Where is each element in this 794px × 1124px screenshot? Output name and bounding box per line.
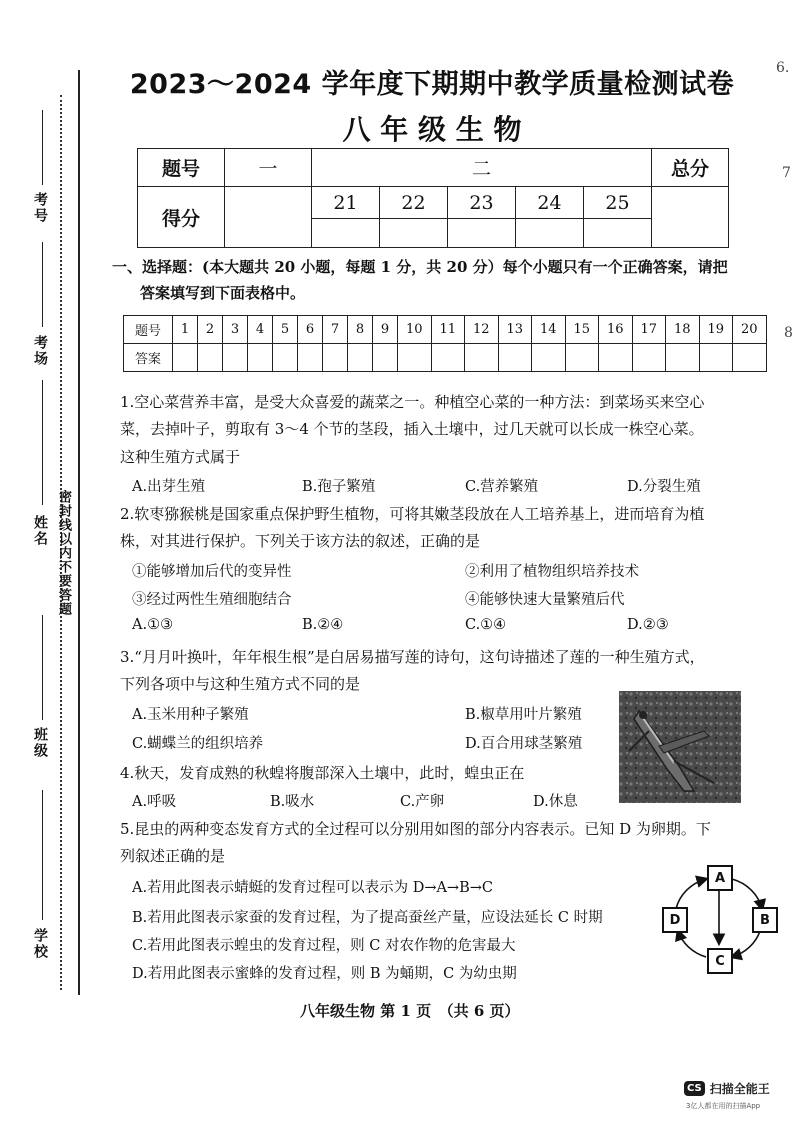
exam-no-blank (42, 110, 43, 185)
scanner-watermark (684, 1080, 770, 1097)
score-table-header-part1: 一 (225, 149, 312, 187)
answer-table-number: 7 (323, 316, 348, 344)
score-table-header-total: 总分 (652, 149, 729, 187)
question-1-line2: 菜，去掉叶子，剪取有 3～4 个节的茎段，插入土壤中，过几天就可以长成一株空心菜。 (120, 420, 704, 438)
score-table-header-part2: 二 (312, 149, 652, 187)
grasshopper-photo (619, 691, 741, 803)
answer-cell[interactable] (273, 344, 298, 372)
answer-table-number: 11 (431, 316, 465, 344)
answer-cell[interactable] (532, 344, 566, 372)
q1-option-d[interactable]: D.分裂生殖 (627, 479, 701, 495)
class-blank (42, 615, 43, 720)
exam-title: 2023～2024 学年度下期期中教学质量检测试卷 (129, 69, 735, 100)
answer-cell[interactable] (398, 344, 432, 372)
answer-cell[interactable] (431, 344, 465, 372)
score-cell-24[interactable] (516, 219, 584, 248)
school-blank (42, 790, 43, 920)
q5-option-b[interactable]: B.若用此图表示家蚕的发育过程，为了提高蚕丝产量，应设法延长 C 时期 (132, 910, 603, 926)
answer-cell[interactable] (498, 344, 532, 372)
answer-table-number: 9 (373, 316, 398, 344)
answer-cell[interactable] (248, 344, 273, 372)
seal-solid-line (78, 70, 80, 995)
score-subnumber: 22 (380, 187, 448, 219)
score-subnumber: 25 (584, 187, 652, 219)
answer-cell[interactable] (323, 344, 348, 372)
answer-table-number: 8 (348, 316, 373, 344)
exam-room-blank (42, 242, 43, 327)
scanner-logo-icon: CS (684, 1081, 705, 1096)
section1-instructions: 一、选择题：(本大题共 20 小题，每题 1 分，共 20 分）每个小题只有一个正确答案，请把 (112, 258, 728, 276)
answer-cell[interactable] (632, 344, 666, 372)
score-cell-25[interactable] (584, 219, 652, 248)
answer-cell[interactable] (348, 344, 373, 372)
score-cell-21[interactable] (312, 219, 380, 248)
scanner-tagline: 3亿人都在用的扫描App (686, 1102, 761, 1110)
seal-note: 密封线以内不要答题 (56, 490, 71, 616)
q5-option-a[interactable]: A.若用此图表示蜻蜓的发育过程可以表示为 D→A→B→C (132, 880, 493, 896)
q2-statement-3: ③经过两性生殖细胞结合 (132, 592, 292, 608)
answer-table (123, 315, 767, 372)
score-table (137, 148, 729, 248)
answer-cell[interactable] (298, 344, 323, 372)
answer-cell[interactable] (223, 344, 248, 372)
section1-instructions-cont: 答案填写到下面表格中。 (140, 284, 306, 302)
q3-option-a[interactable]: A.玉米用种子繁殖 (132, 707, 249, 723)
question-2-line2: 株，对其进行保护。下列关于该方法的叙述，正确的是 (120, 532, 481, 550)
answer-cell[interactable] (173, 344, 198, 372)
q2-statement-1: ①能够增加后代的变异性 (132, 564, 292, 580)
answer-table-number: 20 (733, 316, 767, 344)
q4-option-d[interactable]: D.休息 (533, 794, 578, 810)
score-cell-part1[interactable] (225, 187, 312, 248)
q4-option-c[interactable]: C.产卵 (400, 794, 445, 810)
q5-option-d[interactable]: D.若用此图表示蜜蜂的发育过程，则 B 为蛹期，C 为幼虫期 (132, 966, 517, 982)
q1-option-b[interactable]: B.孢子繁殖 (302, 479, 376, 495)
scanner-brand: 扫描全能王 (709, 1082, 770, 1096)
question-5-line1: 5.昆虫的两种变态发育方式的全过程可以分别用如图的部分内容表示。已知 D 为卵期。下 (120, 820, 711, 838)
question-5-line2: 列叙述正确的是 (120, 847, 226, 865)
answer-table-number: 3 (223, 316, 248, 344)
score-subnumber: 21 (312, 187, 380, 219)
q2-statement-4: ④能够快速大量繁殖后代 (465, 592, 625, 608)
q1-option-c[interactable]: C.营养繁殖 (465, 479, 539, 495)
answer-table-number: 18 (666, 316, 700, 344)
answer-cell[interactable] (666, 344, 700, 372)
exam-room-label: 考场 (32, 335, 48, 367)
score-row-label: 得分 (138, 187, 225, 248)
school-label: 学校 (32, 928, 48, 960)
edge-mark: 7 (782, 165, 791, 181)
q2-statement-2: ②利用了植物组织培养技术 (465, 564, 639, 580)
q3-option-b[interactable]: B.椒草用叶片繁殖 (465, 707, 582, 723)
exam-no-label: 考号 (32, 192, 48, 224)
question-3-line2: 下列各项中与这种生殖方式不同的是 (120, 675, 361, 693)
q3-option-c[interactable]: C.蝴蝶兰的组织培养 (132, 736, 264, 752)
answer-table-number: 12 (465, 316, 499, 344)
answer-table-row-label: 题号 (124, 316, 173, 344)
answer-table-number: 19 (699, 316, 733, 344)
q2-option-d[interactable]: D.②③ (627, 617, 669, 633)
q4-option-a[interactable]: A.呼吸 (132, 794, 177, 810)
question-4-line1: 4.秋天，发育成熟的秋蝗将腹部深入土壤中，此时，蝗虫正在 (120, 764, 525, 782)
page-footer: 八年级生物 第 1 页 （共 6 页） (300, 1002, 520, 1020)
answer-table-number: 13 (498, 316, 532, 344)
answer-cell[interactable] (733, 344, 767, 372)
diagram-node-a: A (707, 865, 733, 891)
q2-option-a[interactable]: A.①③ (132, 617, 174, 633)
edge-mark: 8 (784, 325, 793, 341)
answer-cell[interactable] (565, 344, 599, 372)
answer-table-number: 10 (398, 316, 432, 344)
question-1-line3: 这种生殖方式属于 (120, 448, 241, 466)
answer-cell[interactable] (198, 344, 223, 372)
name-label: 姓名 (32, 515, 48, 547)
score-subnumber: 24 (516, 187, 584, 219)
exam-subtitle: 八 年 级 生 物 (342, 113, 522, 146)
answer-cell[interactable] (373, 344, 398, 372)
answer-cell[interactable] (699, 344, 733, 372)
question-1-line1: 1.空心菜营养丰富，是受大众喜爱的蔬菜之一。种植空心菜的一种方法：到菜场买来空心 (120, 393, 705, 411)
answer-table-number: 5 (273, 316, 298, 344)
answer-table-number: 1 (173, 316, 198, 344)
question-3-line1: 3.“月月叶换叶，年年根生根”是白居易描写莲的诗句，这句诗描述了莲的一种生殖方式， (120, 648, 705, 666)
q4-option-b[interactable]: B.吸水 (270, 794, 315, 810)
q5-option-c[interactable]: C.若用此图表示蝗虫的发育过程，则 C 对农作物的危害最大 (132, 938, 516, 954)
answer-table-number: 17 (632, 316, 666, 344)
score-cell-23[interactable] (448, 219, 516, 248)
q2-option-c[interactable]: C.①④ (465, 617, 507, 633)
diagram-node-b: B (752, 907, 778, 933)
name-blank (42, 380, 43, 505)
score-cell-22[interactable] (380, 219, 448, 248)
edge-mark: 6. (776, 60, 790, 76)
answer-table-number: 6 (298, 316, 323, 344)
answer-table-answer-label: 答案 (124, 344, 173, 372)
q3-option-d[interactable]: D.百合用球茎繁殖 (465, 736, 583, 752)
answer-table-number: 4 (248, 316, 273, 344)
q1-option-a[interactable]: A.出芽生殖 (132, 479, 206, 495)
answer-cell[interactable] (599, 344, 633, 372)
answer-table-number: 2 (198, 316, 223, 344)
class-label: 班级 (32, 727, 48, 759)
score-table-header-question: 题号 (138, 149, 225, 187)
answer-table-number: 15 (565, 316, 599, 344)
diagram-node-c: C (707, 948, 733, 974)
score-cell-total[interactable] (652, 187, 729, 248)
q2-option-b[interactable]: B.②④ (302, 617, 344, 633)
answer-table-number: 16 (599, 316, 633, 344)
life-cycle-diagram (660, 865, 778, 973)
answer-cell[interactable] (465, 344, 499, 372)
question-2-line1: 2.软枣猕猴桃是国家重点保护野生植物，可将其嫩茎段放在人工培养基上，进而培育为植 (120, 505, 705, 523)
answer-table-number: 14 (532, 316, 566, 344)
score-subnumber: 23 (448, 187, 516, 219)
diagram-node-d: D (662, 907, 688, 933)
